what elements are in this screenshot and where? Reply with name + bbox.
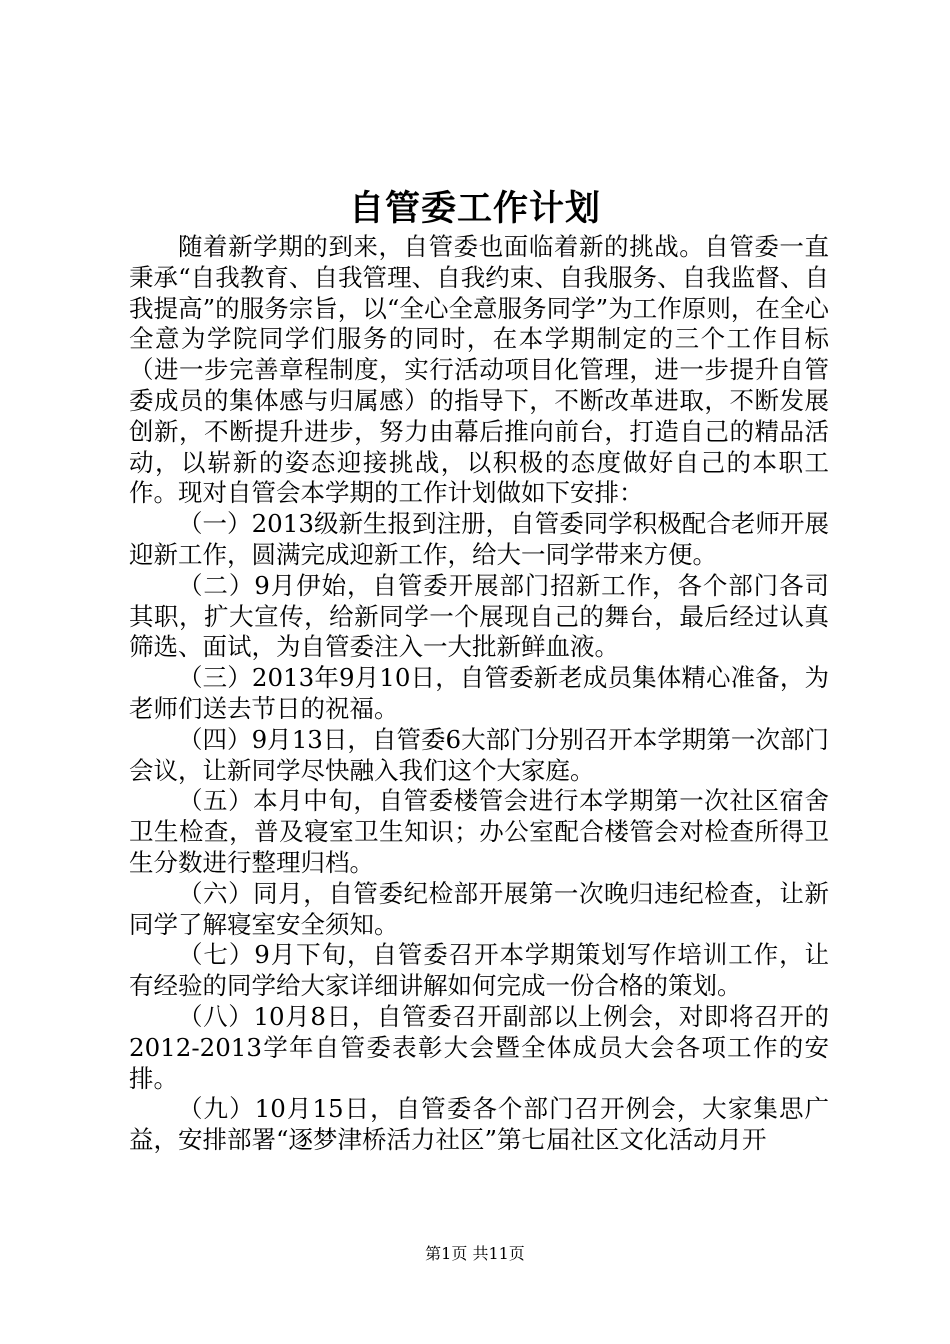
paragraph-intro: 随着新学期的到来，自管委也面临着新的挑战。自管委一直秉承“自我教育、自我管理、自我约束、自我服务、自我监督、自我提高”的服务宗旨，以“全心全意服务同学”为工作原则，在全心全意为学院同学们服务的同时，在本学期制定的三个工作目标（进一步完善章程制度，实行活动项目化管理，进一步提升自管委成员的集体感与归属感）的指导下，不断改革进取，不断发展创新，不断提升进步，努力由幕后推向前台，打造自己的精品活动，以崭新的姿态迎接挑战，以积极的态度做好自己的本职工作。现对自管会本学期的工作计划做如下安排：: [129, 232, 829, 508]
document-body: [129, 232, 829, 1156]
paragraph-item-2: （二）9月伊始，自管委开展部门招新工作，各个部门各司其职，扩大宣传，给新同学一个展现自己的舞台，最后经过认真筛选、面试，为自管委注入一大批新鲜血液。: [129, 570, 829, 662]
paragraph-item-5: （五）本月中旬，自管委楼管会进行本学期第一次社区宿舍卫生检查，普及寝室卫生知识；办公室配合楼管会对检查所得卫生分数进行整理归档。: [129, 786, 829, 877]
paragraph-item-9: （九）10月15日，自管委各个部门召开例会，大家集思广益，安排部署“逐梦津桥活力社区”第七届社区文化活动月开: [129, 1094, 829, 1155]
paragraph-item-4: （四）9月13日，自管委6大部门分别召开本学期第一次部门会议，让新同学尽快融入我们这个大家庭。: [129, 724, 829, 785]
page-number-footer: 第1页 共11页: [425, 1244, 525, 1263]
paragraph-item-7: （七）9月下旬，自管委召开本学期策划写作培训工作，让有经验的同学给大家详细讲解如何完成一份合格的策划。: [129, 940, 829, 1001]
document-title: 自管委工作计划: [348, 188, 601, 229]
paragraph-item-6: （六）同月，自管委纪检部开展第一次晚归违纪检查，让新同学了解寝室安全须知。: [129, 878, 829, 939]
paragraph-item-1: （一）2013级新生报到注册，自管委同学积极配合老师开展迎新工作，圆满完成迎新工作，给大一同学带来方便。: [129, 509, 829, 569]
paragraph-item-8: （八）10月8日，自管委召开副部以上例会，对即将召开的2012-2013学年自管委表彰大会暨全体成员大会各项工作的安排。: [129, 1001, 829, 1093]
paragraph-item-3: （三）2013年9月10日，自管委新老成员集体精心准备，为老师们送去节日的祝福。: [129, 663, 829, 723]
